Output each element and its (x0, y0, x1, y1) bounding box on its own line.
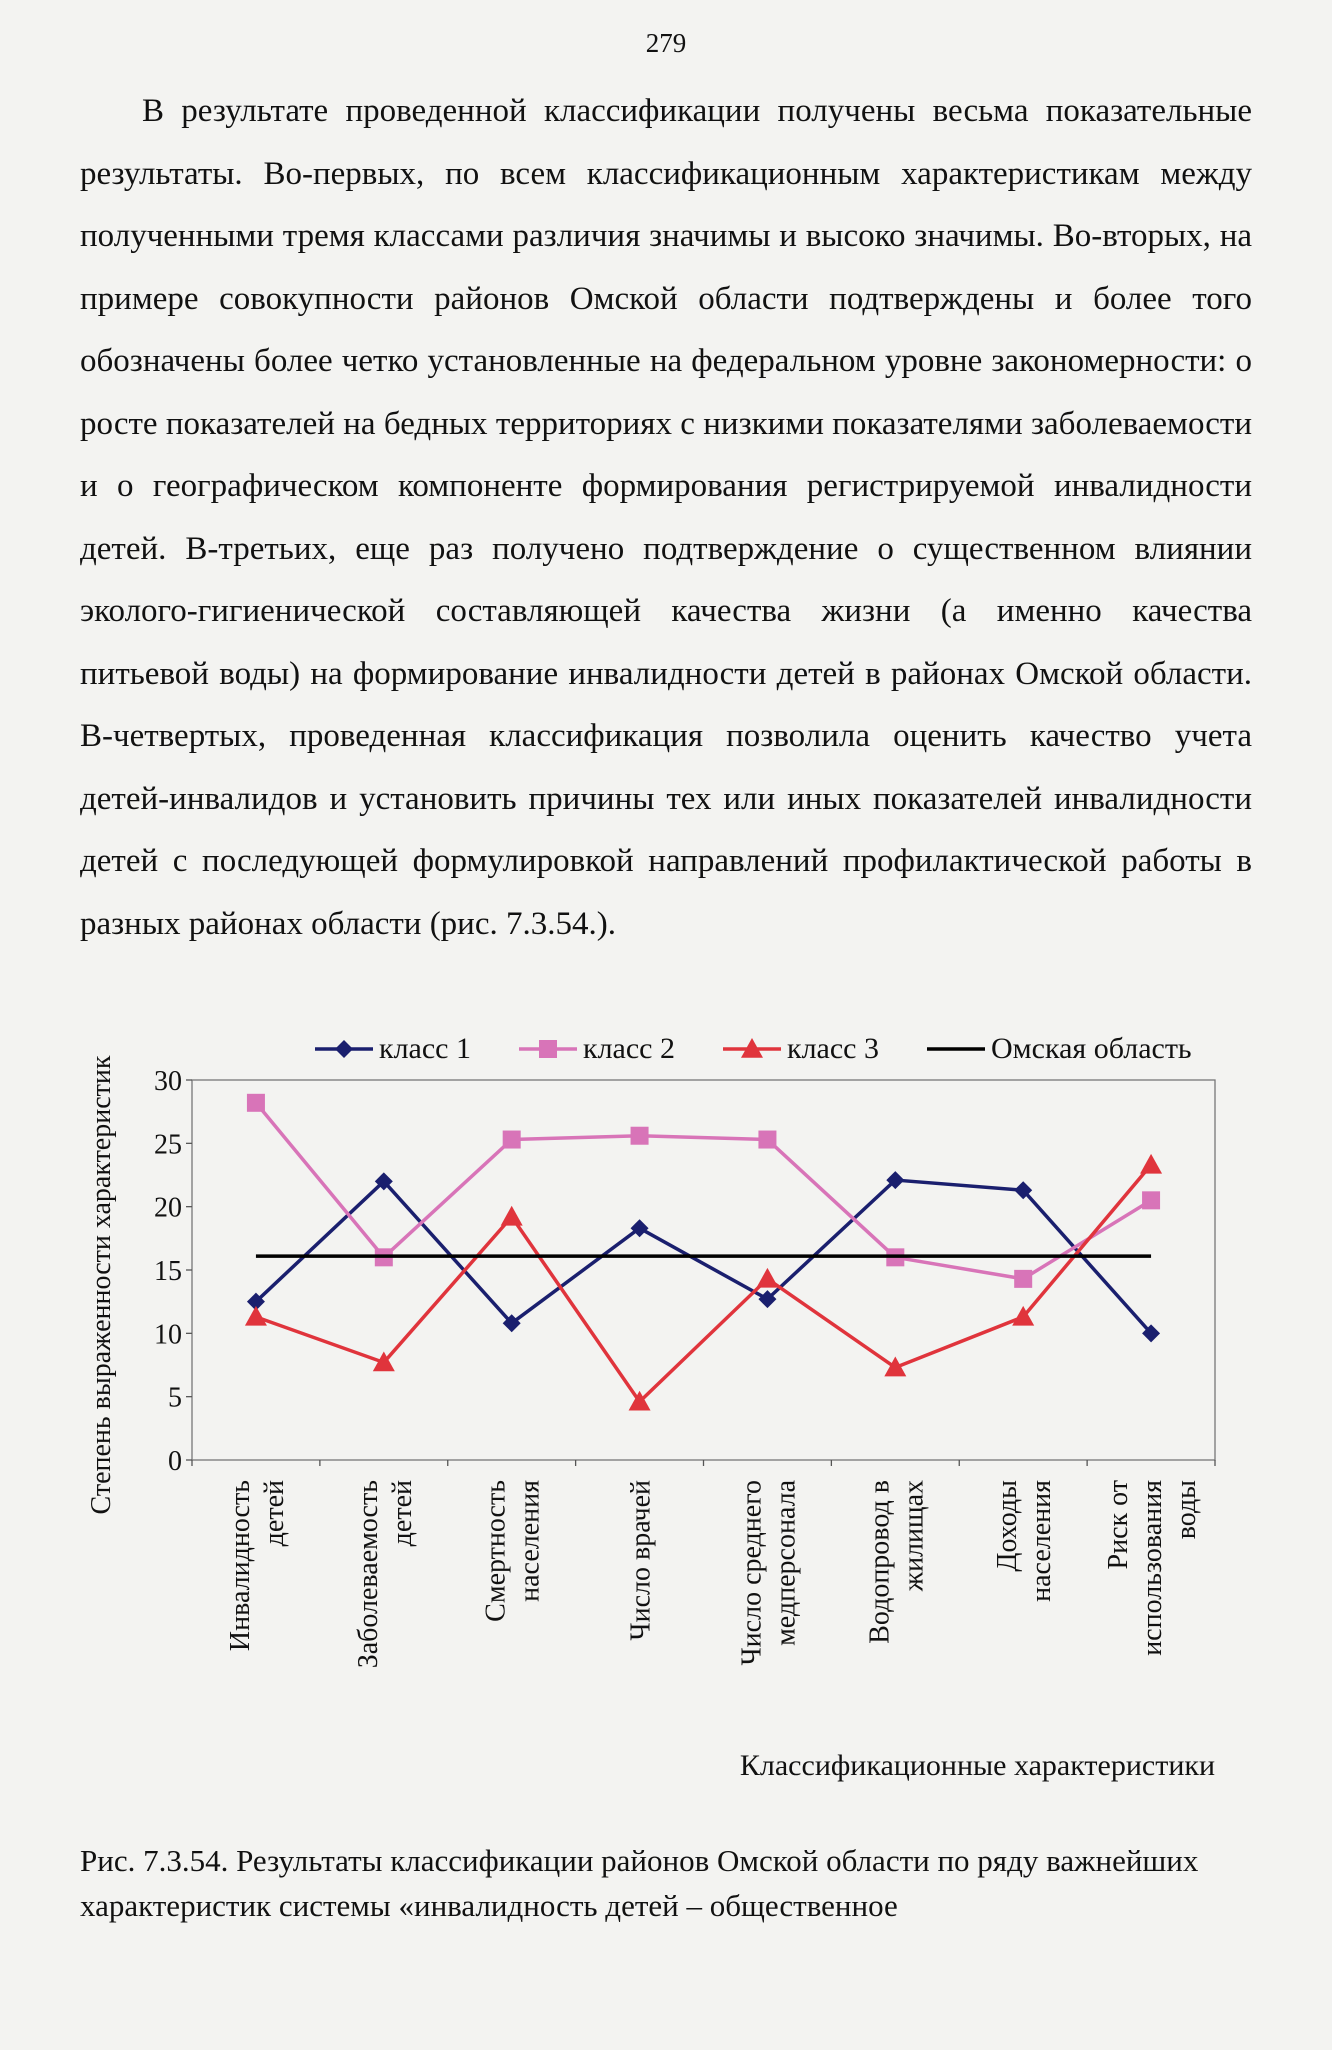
x-tick-label-line: воды (1171, 1480, 1203, 1540)
x-tick-label (736, 1479, 801, 1665)
figure-caption: Рис. 7.3.54. Результаты классификации районов Омской области по ряду важнейших характеристик системы «инвалидность детей – общественное (80, 1843, 1199, 1923)
y-tick-label: 5 (168, 1382, 182, 1414)
data-point-series-2 (631, 1127, 649, 1145)
x-tick-label-line: Заболеваемость (352, 1480, 384, 1669)
y-tick-label: 30 (154, 1066, 182, 1097)
legend-label-4: Омская область (991, 1032, 1192, 1065)
data-point-series-3 (1140, 1154, 1162, 1174)
x-tick-label-line: Риск от (1103, 1480, 1135, 1570)
data-point-series-2 (1014, 1270, 1032, 1288)
x-tick-label (626, 1480, 657, 1641)
y-tick-label: 15 (154, 1256, 182, 1287)
x-tick-label-line: Доходы (992, 1480, 1024, 1572)
x-tick-label-line: Число среднего (736, 1480, 768, 1666)
x-tick-label-line: детей (386, 1480, 418, 1547)
x-tick-label-line: Инвалидность (224, 1480, 256, 1652)
x-tick-label (864, 1480, 929, 1644)
data-point-series-3 (245, 1306, 267, 1326)
figure-chart (80, 1020, 1260, 1800)
data-point-series-3 (501, 1206, 523, 1226)
y-axis-label: Степень выраженности характеристик (86, 1055, 117, 1515)
page-number: 279 (645, 28, 687, 58)
x-tick-label-line: использования (1137, 1480, 1169, 1656)
legend-label-3: класс 3 (787, 1032, 879, 1065)
y-tick-label: 25 (154, 1129, 182, 1161)
legend-label-1: класс 1 (379, 1032, 471, 1065)
data-point-series-2 (1142, 1191, 1160, 1209)
y-tick-label: 20 (154, 1192, 182, 1224)
legend-marker-1 (335, 1040, 353, 1058)
x-tick-label (225, 1480, 290, 1651)
data-point-series-2 (758, 1131, 776, 1149)
data-point-series-3 (884, 1357, 906, 1377)
data-point-series-2 (503, 1131, 521, 1149)
x-tick-label-line: населения (514, 1480, 546, 1602)
x-tick-label-line: населения (1026, 1480, 1058, 1602)
legend-marker-2 (539, 1040, 557, 1058)
x-tick-label-line: Водопровод в (864, 1480, 896, 1644)
body-paragraph: В результате проведенной классификации получены весьма показательные результаты. Во-первых, по всем классификационным характеристикам между полученными тремя классами различия значимы и высоко значимы. Во-вторых, на примере совокупности районов Омской области подтверждены и более того обозначены более четко установленные на федеральном уровне закономерности: о росте показателей на бедных территориях с низкими показателями заболеваемости и о географическом компоненте формирования регистрируемой инвалидности детей. В-третьих, еще раз получено подтверждение о существенном влиянии эколого-гигиенической составляющей качества жизни (а именно качества питьевой воды) на формирование инвалидности детей в районах Омской области. В-четвертых, проведенная классификация позволила оценить качество учета детей-инвалидов и установить причины тех или иных показателей инвалидности детей с последующей формулировкой направлений профилактической работы в разных районах области (рис. 7.3.54.). (80, 93, 1252, 942)
x-tick-label-line: детей (258, 1480, 290, 1547)
x-axis-label: Классификационные характеристики (739, 1749, 1215, 1782)
x-tick-label-line: медперсонала (770, 1480, 802, 1646)
x-tick-label (992, 1480, 1057, 1602)
legend-label-2: класс 2 (583, 1032, 675, 1065)
data-point-series-2 (247, 1094, 265, 1112)
x-tick-label (481, 1480, 546, 1622)
y-tick-label: 10 (154, 1319, 182, 1351)
x-tick-label (1103, 1480, 1202, 1656)
data-point-series-3 (756, 1268, 778, 1288)
line-chart (80, 1020, 1260, 1800)
x-tick-label-line: жилищах (898, 1480, 930, 1592)
x-tick-label-line: Число врачей (625, 1480, 657, 1641)
x-tick-label-line: Смертность (480, 1480, 512, 1622)
y-tick-label: 0 (168, 1446, 182, 1477)
x-tick-label (353, 1480, 418, 1668)
